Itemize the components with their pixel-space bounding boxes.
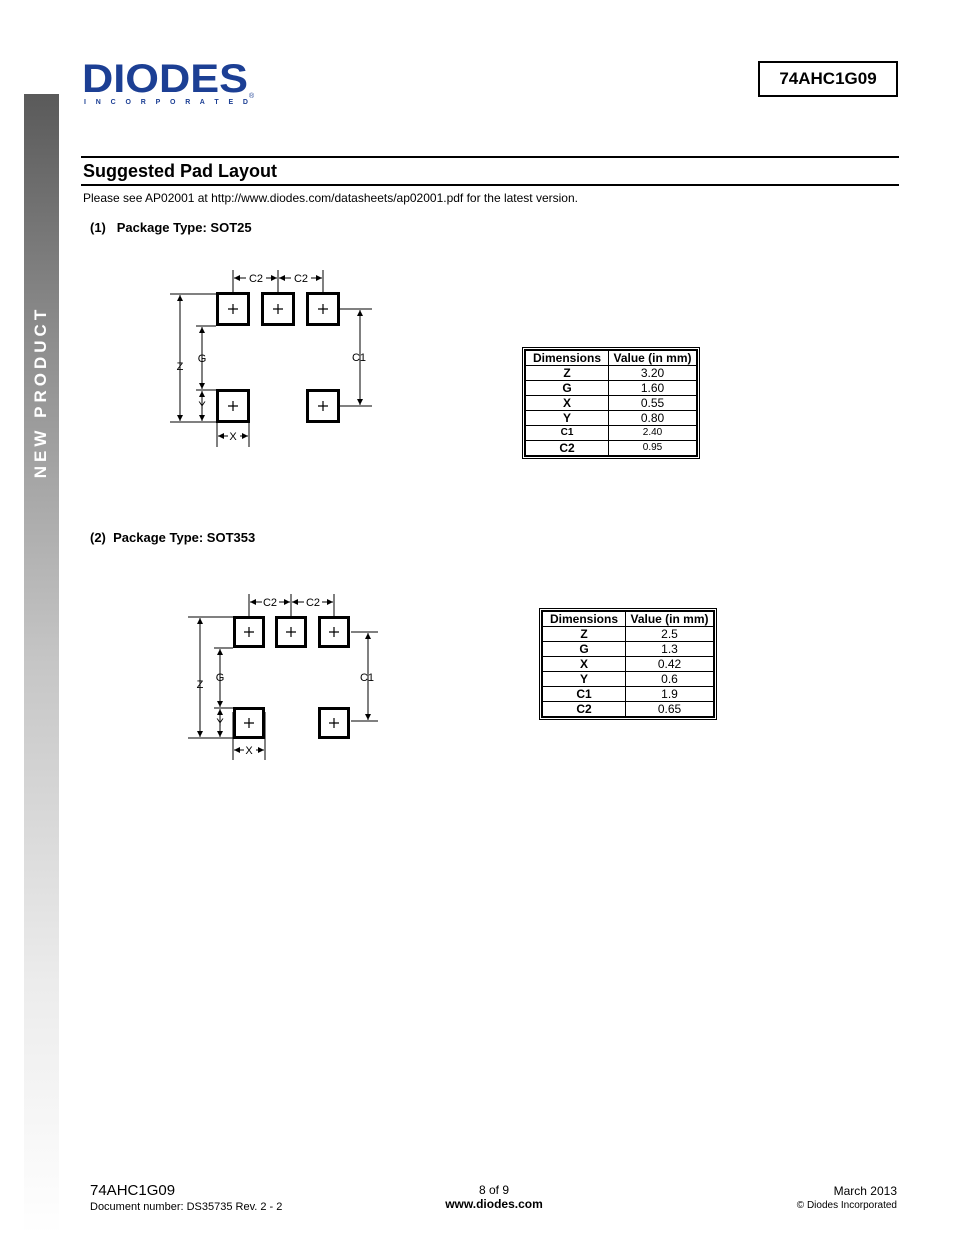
table-row: Z 2.5 bbox=[542, 627, 714, 642]
side-banner-label: NEW PRODUCT bbox=[31, 305, 50, 479]
logo-subtext: I N C O R P O R A T E D bbox=[84, 99, 248, 106]
table-header-dimensions: Dimensions bbox=[525, 350, 609, 366]
pad-layout-diagram-sot353 bbox=[180, 588, 390, 768]
label-g: G bbox=[197, 353, 207, 365]
diodes-logo bbox=[82, 60, 262, 106]
table-row: Y 0.6 bbox=[542, 672, 714, 687]
section-title-bar bbox=[81, 156, 899, 186]
table-header-value: Value (in mm) bbox=[609, 350, 698, 366]
label-c2-left: C2 bbox=[248, 273, 264, 285]
dimensions-table-sot353 bbox=[541, 610, 715, 718]
table-row: X 0.42 bbox=[542, 657, 714, 672]
label-x: X bbox=[229, 431, 237, 443]
intro-text: Please see AP02001 at http://www.diodes.com/datasheets/ap02001.pdf for the latest version. bbox=[83, 191, 578, 205]
dimensions-table-sot25 bbox=[524, 349, 698, 457]
side-banner bbox=[24, 94, 59, 1235]
footer-website-link[interactable]: www.diodes.com bbox=[445, 1197, 543, 1211]
logo-registered-mark: ® bbox=[249, 93, 255, 100]
footer-page-number: 8 of 9 bbox=[478, 1183, 510, 1197]
logo-wordmark: DIODES bbox=[82, 60, 248, 101]
footer-part-number: 74AHC1G09 bbox=[90, 1182, 176, 1199]
table-row: X 0.55 bbox=[525, 396, 697, 411]
label-z: Z bbox=[196, 679, 204, 691]
footer-copyright: © Diodes Incorporated bbox=[796, 1200, 897, 1211]
table-row: G 1.3 bbox=[542, 642, 714, 657]
table-row: G 1.60 bbox=[525, 381, 697, 396]
footer-date: March 2013 bbox=[833, 1184, 897, 1198]
table-row: C1 2.40 bbox=[525, 426, 697, 441]
package-heading-sot25: (1) Package Type: SOT25 bbox=[90, 220, 252, 235]
footer-document-number: Document number: DS35735 Rev. 2 - 2 bbox=[90, 1201, 283, 1213]
label-c2-left: C2 bbox=[262, 597, 278, 609]
label-z: Z bbox=[176, 361, 184, 373]
footer-left bbox=[90, 1182, 282, 1213]
label-c2-right: C2 bbox=[293, 273, 309, 285]
table-row: Z 3.20 bbox=[525, 366, 697, 381]
package-heading-sot353: (2) Package Type: SOT353 bbox=[90, 530, 256, 545]
table-header-value: Value (in mm) bbox=[626, 611, 715, 627]
table-header-dimensions: Dimensions bbox=[542, 611, 626, 627]
table-row: Y 0.80 bbox=[525, 411, 697, 426]
section-title: Suggested Pad Layout bbox=[83, 161, 278, 181]
label-x: X bbox=[245, 745, 253, 757]
label-c1: C1 bbox=[351, 352, 367, 364]
footer-center bbox=[445, 1183, 543, 1211]
header-part-number: 74AHC1G09 bbox=[758, 61, 898, 97]
table-row: C1 1.9 bbox=[542, 687, 714, 702]
label-y: Y bbox=[216, 717, 224, 729]
footer-right bbox=[797, 1184, 897, 1211]
table-row: C2 0.95 bbox=[525, 441, 697, 457]
label-y: Y bbox=[198, 400, 206, 412]
pad-layout-diagram-sot25 bbox=[160, 262, 390, 452]
label-c1: C1 bbox=[359, 672, 375, 684]
table-row: C2 0.65 bbox=[542, 702, 714, 718]
label-g: G bbox=[215, 672, 225, 684]
label-c2-right: C2 bbox=[305, 597, 321, 609]
